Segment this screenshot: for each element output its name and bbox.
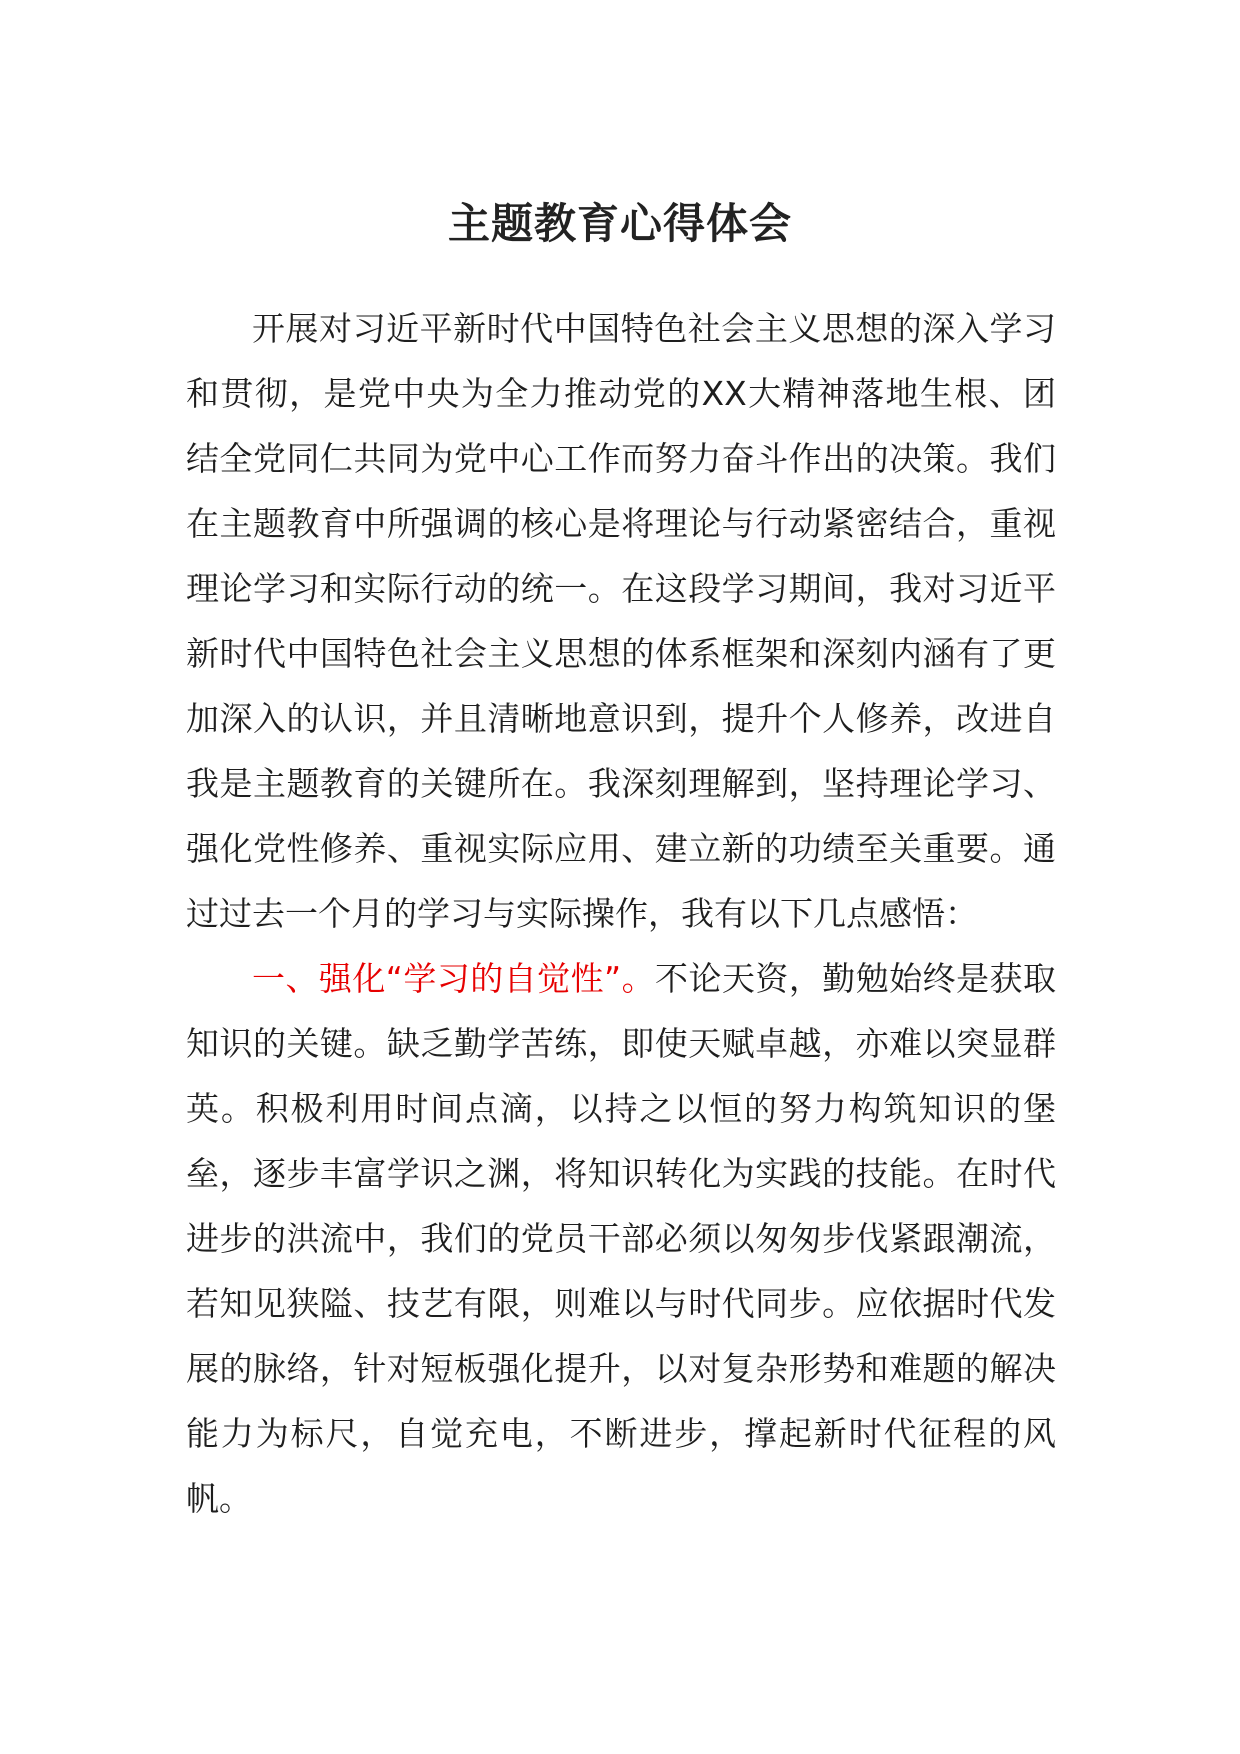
intro-paragraph-text: 开展对习近平新时代中国特色社会主义思想的深入学习和贯彻，是党中央为全力推动党的XX大精神落地生根、团结全党同仁共同为党中心工作而努力奋斗作出的决策。我们在主题教育中所强调的核心是将理论与行动紧密结合，重视理论学习和实际行动的统一。在这段学习期间，我对习近平新时代中国特色社会主义思想的体系框架和深刻内涵有了更加深入的认识，并且清晰地意识到，提升个人修养，改进自我是主题教育的关键所在。我深刻理解到，坚持理论学习、强化党性修养、重视实际应用、建立新的功绩至关重要。通过过去一个月的学习与实际操作，我有以下几点感悟： (186, 309, 1056, 933)
section-one-heading: 一、强化“学习的自觉性”。 (252, 959, 656, 998)
intro-paragraph (186, 296, 1056, 946)
document-title: 主题教育心得体会 (447, 199, 792, 248)
section-one-paragraph (186, 946, 1056, 1531)
section-one-text: 不论天资，勤勉始终是获取知识的关键。缺乏勤学苦练，即使天赋卓越，亦难以突显群英。积极利用时间点滴，以持之以恒的努力构筑知识的堡垒，逐步丰富学识之渊，将知识转化为实践的技能。在时代进步的洪流中，我们的党员干部必须以匆匆步伐紧跟潮流，若知见狭隘、技艺有限，则难以与时代同步。应依据时代发展的脉络，针对短板强化提升，以对复杂形势和难题的解决能力为标尺，自觉充电，不断进步，撑起新时代征程的风帆。 (186, 959, 1056, 1518)
document-body (186, 296, 1056, 1531)
